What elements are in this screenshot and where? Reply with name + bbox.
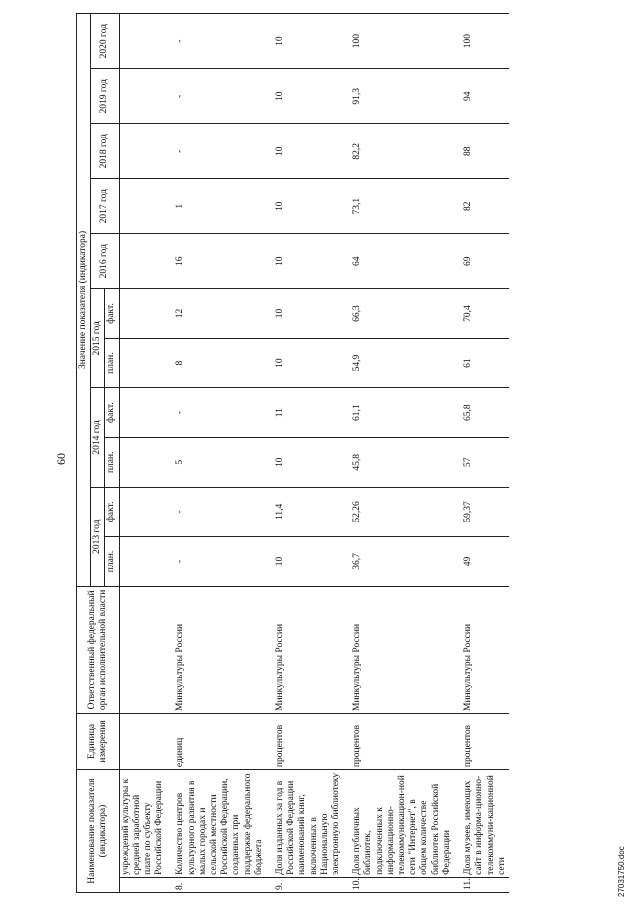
value-cell: 73,1: [351, 179, 454, 234]
value-cell: 10: [274, 234, 343, 289]
row-unit: процентов: [351, 714, 454, 770]
value-cell: 57: [462, 437, 509, 487]
row-indicator-name: Доля изданных за год в Российской Федерации наименований книг, включенных в Национальную электронную библиотеку: [274, 770, 343, 878]
value-cell: 16: [174, 234, 266, 289]
table-row: [174, 14, 266, 893]
value-cell: 10: [274, 437, 343, 487]
row-responsible-body: Минкультуры России: [174, 586, 266, 713]
value-cell: 1: [174, 179, 266, 234]
value-cell: [119, 338, 166, 388]
table-row: [462, 14, 509, 893]
row-unit: единиц: [174, 714, 266, 770]
header-year-2015: 2015 год: [91, 289, 105, 388]
row-number: 11.: [462, 877, 509, 892]
value-cell: [119, 487, 166, 537]
value-cell: 10: [274, 124, 343, 179]
value-cell: 10: [274, 69, 343, 124]
row-number: [119, 877, 166, 892]
value-cell: 54,9: [351, 338, 454, 388]
header-year-2018: 2018 год: [91, 124, 119, 179]
value-cell: 61,1: [351, 388, 454, 438]
value-cell: 69: [462, 234, 509, 289]
row-unit: [119, 714, 166, 770]
value-cell: [119, 537, 166, 587]
value-cell: 10: [274, 179, 343, 234]
value-cell: 70,4: [462, 289, 509, 339]
value-cell: -: [174, 69, 266, 124]
value-cell: 94: [462, 69, 509, 124]
row-number: 10.: [351, 877, 454, 892]
value-cell: 10: [274, 14, 343, 69]
value-cell: 49: [462, 537, 509, 587]
header-year-2020: 2020 год: [91, 14, 119, 69]
row-responsible-body: Минкультуры России: [462, 586, 509, 713]
value-cell: 36,7: [351, 537, 454, 587]
header-plan-2014: план.: [105, 437, 119, 487]
row-indicator-name: Количество центров культурного развития в малых городах и сельской местности Российской Федерации, созданных при поддержке федерального бюджета: [174, 770, 266, 878]
value-cell: [119, 124, 166, 179]
value-cell: 65,8: [462, 388, 509, 438]
value-cell: 10: [274, 289, 343, 339]
value-cell: -: [174, 14, 266, 69]
value-cell: 10: [274, 338, 343, 388]
value-cell: 12: [174, 289, 266, 339]
value-cell: [119, 179, 166, 234]
value-cell: 64: [351, 234, 454, 289]
header-year-2017: 2017 год: [91, 179, 119, 234]
value-cell: -: [174, 124, 266, 179]
value-cell: 11,4: [274, 487, 343, 537]
header-fact-2015: факт.: [105, 289, 119, 339]
header-plan-2013: план.: [105, 537, 119, 587]
row-number: 8.: [174, 877, 266, 892]
value-cell: 45,8: [351, 437, 454, 487]
header-plan-2015: план.: [105, 338, 119, 388]
value-cell: -: [174, 487, 266, 537]
row-indicator-name: Доля музеев, имеющих сайт в информа-ционно-телекоммуни-кационной сети: [462, 770, 509, 878]
value-cell: 66,3: [351, 289, 454, 339]
value-cell: [119, 388, 166, 438]
indicators-table: [76, 13, 509, 893]
row-responsible-body: Минкультуры России: [351, 586, 454, 713]
header-indicator-name: Наименование показателя (индикатора): [77, 770, 120, 893]
value-cell: 100: [351, 14, 454, 69]
table-row: [351, 14, 454, 893]
row-indicator-name: Доля публичных библиотек, подключенных к информационно-телекоммуникацион-ной сети "Интернет", в общем количестве библиотек Российской Федерации: [351, 770, 454, 878]
header-year-2014: 2014 год: [91, 388, 105, 487]
header-unit: Единица измерения: [77, 714, 120, 770]
value-cell: 11: [274, 388, 343, 438]
page-number: 60: [54, 453, 68, 465]
value-cell: 61: [462, 338, 509, 388]
header-year-2016: 2016 год: [91, 234, 119, 289]
value-cell: [119, 289, 166, 339]
row-unit: процентов: [462, 714, 509, 770]
value-cell: 59,37: [462, 487, 509, 537]
document-code: 27031750.doc: [617, 846, 626, 897]
value-cell: 82: [462, 179, 509, 234]
value-cell: 82,2: [351, 124, 454, 179]
row-unit: процентов: [274, 714, 343, 770]
value-cell: -: [174, 388, 266, 438]
value-cell: [119, 14, 166, 69]
value-cell: 52,26: [351, 487, 454, 537]
row-number: 9.: [274, 877, 343, 892]
value-cell: 5: [174, 437, 266, 487]
value-cell: 88: [462, 124, 509, 179]
value-cell: 100: [462, 14, 509, 69]
header-fact-2013: факт.: [105, 487, 119, 537]
header-fact-2014: факт.: [105, 388, 119, 438]
value-cell: -: [174, 537, 266, 587]
value-cell: 10: [274, 537, 343, 587]
table-row: [274, 14, 343, 893]
value-cell: [119, 234, 166, 289]
header-indicator-values: Значение показателя (индикатора): [77, 14, 91, 587]
row-indicator-name: учреждений культуры к средней заработной плате по субъекту Российской Федерации: [119, 770, 166, 878]
value-cell: 91,3: [351, 69, 454, 124]
value-cell: [119, 437, 166, 487]
value-cell: [119, 69, 166, 124]
row-responsible-body: [119, 586, 166, 713]
header-year-2019: 2019 год: [91, 69, 119, 124]
header-year-2013: 2013 год: [91, 487, 105, 586]
header-responsible-body: Ответственный федеральный орган исполнительной власти: [77, 586, 120, 713]
row-responsible-body: Минкультуры России: [274, 586, 343, 713]
table-row: [119, 14, 166, 893]
value-cell: 8: [174, 338, 266, 388]
